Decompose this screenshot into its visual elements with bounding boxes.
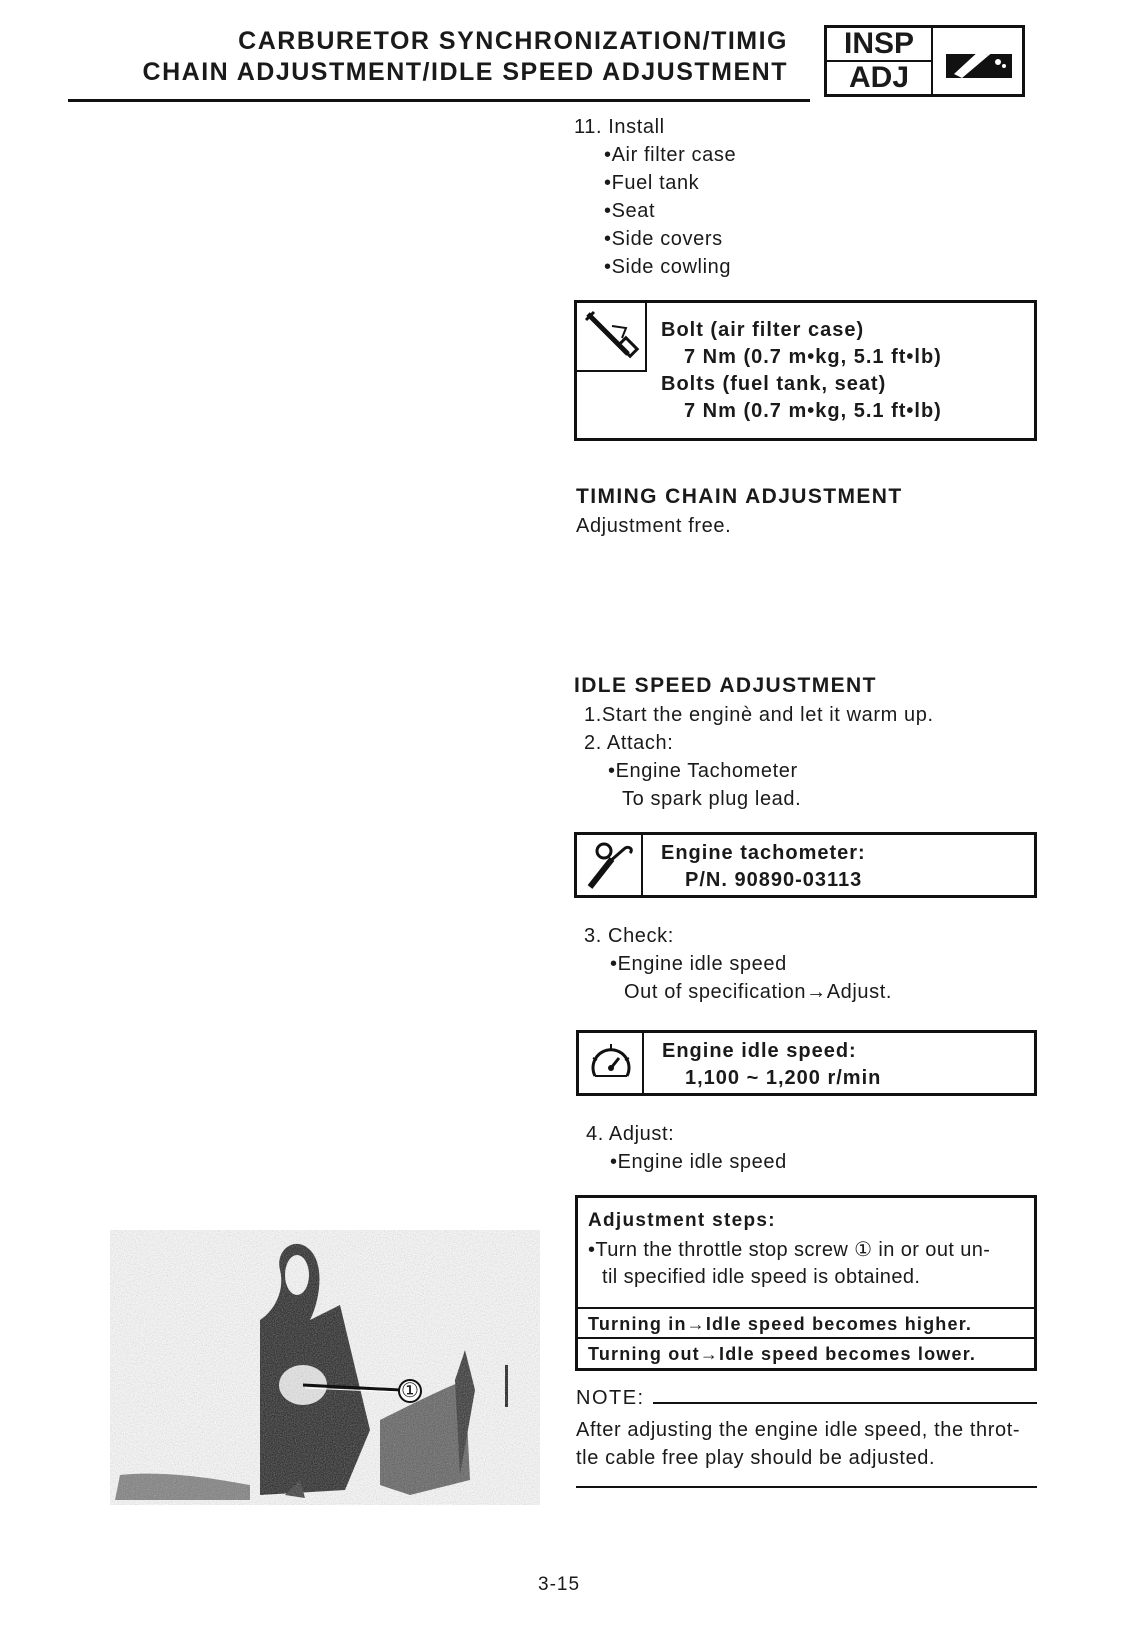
page-number: 3-15 [538, 1574, 581, 1595]
note-end-rule [576, 1486, 1037, 1488]
idle-speed-heading: IDLE SPEED ADJUSTMENT [574, 674, 877, 697]
idle-step-item: •Engine idle speed [610, 1151, 787, 1173]
photo-callout-1: ① [401, 1380, 419, 1402]
idle-step-sub: To spark plug lead. [622, 788, 802, 810]
idle-step-item: •Engine Tachometer [608, 760, 798, 782]
tool-spec-box [574, 832, 1037, 898]
note-label: NOTE: [576, 1387, 645, 1409]
tool-spec-name: Engine tachometer: [661, 842, 866, 864]
idle-step: 1.Start the enginè and let it warm up. [584, 704, 934, 726]
wrench-icon [933, 28, 1022, 94]
header-rule [68, 99, 810, 102]
install-item: •Air filter case [604, 144, 737, 166]
adjustment-steps-line: til specified idle speed is obtained. [602, 1266, 921, 1288]
install-item: •Fuel tank [604, 172, 700, 194]
idle-step-sub: Out of specification→Adjust. [624, 981, 893, 1003]
timing-chain-text: Adjustment free. [576, 515, 732, 537]
torque-spec-line: Bolts (fuel tank, seat) [661, 373, 887, 395]
note-rule [653, 1402, 1037, 1404]
idle-step: 3. Check: [584, 925, 674, 947]
timing-chain-heading: TIMING CHAIN ADJUSTMENT [576, 485, 903, 508]
install-item: •Side covers [604, 228, 723, 250]
section-badge [824, 25, 1025, 97]
adjustment-steps-line: •Turn the throttle stop screw ① in or out un- [588, 1239, 991, 1261]
section-code-insp: INSP [843, 27, 915, 60]
adjustment-steps-title: Adjustment steps: [588, 1210, 776, 1231]
adjustment-result-row: Turning in→Idle speed becomes higher. [578, 1307, 1034, 1337]
install-heading: 11. Install [574, 116, 665, 138]
note-text: tle cable free play should be adjusted. [576, 1447, 936, 1469]
idle-step-item: •Engine idle speed [610, 953, 787, 975]
special-tool-icon [577, 835, 643, 897]
note-text: After adjusting the engine idle speed, the throt- [576, 1419, 1021, 1441]
torque-spec-line: Bolt (air filter case) [661, 319, 865, 341]
section-code-adj: ADJ [827, 60, 931, 94]
install-item: •Side cowling [604, 256, 732, 278]
adjustment-result-row: Turning out→Idle speed becomes lower. [578, 1337, 1034, 1368]
tool-spec-part-number: P/N. 90890-03113 [685, 869, 863, 891]
page-title [143, 26, 788, 88]
idle-speed-spec-label: Engine idle speed: [662, 1040, 857, 1062]
torque-spec-value: 7 Nm (0.7 m•kg, 5.1 ft•lb) [684, 400, 942, 422]
torque-wrench-icon [577, 303, 647, 372]
torque-spec-box [574, 300, 1037, 441]
page-title-line2: CHAIN ADJUSTMENT/IDLE SPEED ADJUSTMENT [142, 58, 788, 86]
tachometer-icon [579, 1033, 644, 1095]
install-item: •Seat [604, 200, 656, 222]
page-title-line1: CARBURETOR SYNCHRONIZATION/TIMIG [238, 27, 788, 55]
idle-step: 2. Attach: [584, 732, 674, 754]
torque-spec-value: 7 Nm (0.7 m•kg, 5.1 ft•lb) [684, 346, 942, 368]
idle-speed-spec-box [576, 1030, 1037, 1096]
idle-step: 4. Adjust: [586, 1123, 675, 1145]
throttle-screw-photo [110, 1230, 540, 1505]
idle-speed-spec-value: 1,100 ~ 1,200 r/min [685, 1067, 882, 1089]
adjustment-steps-box [575, 1195, 1037, 1371]
